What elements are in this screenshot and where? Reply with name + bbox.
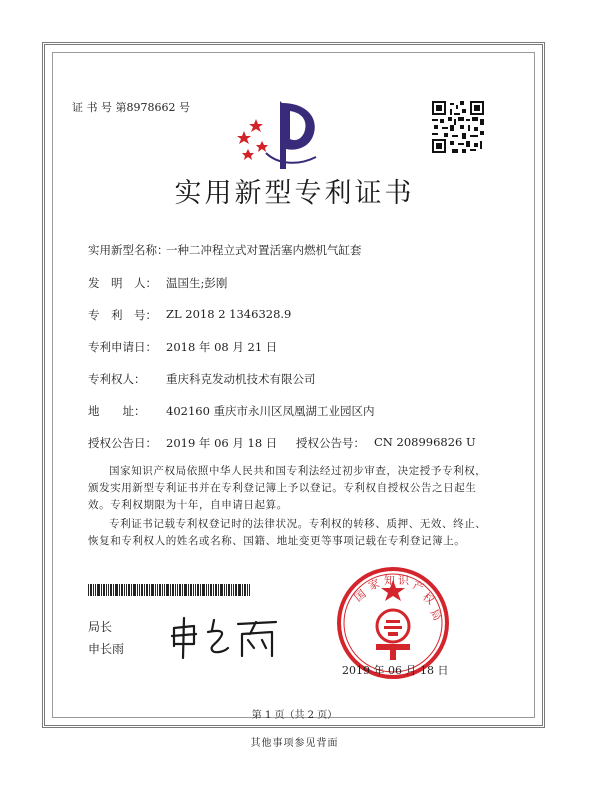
patent-office-logo-icon	[236, 93, 338, 173]
utility-name-label: 实用新型名称：	[88, 243, 169, 257]
svg-text:国: 国	[351, 587, 369, 605]
legal-status-paragraph: 专利证书记载专利权登记时的法律状况。专利权的转移、质押、无效、终止、恢复和专利权人的姓名或名称、国籍、地址变更等事项记载在专利登记簿上。	[88, 518, 487, 547]
utility-name-value: 一种二冲程立式对置活塞内燃机气缸套	[166, 243, 362, 257]
grant-statement-paragraph: 国家知识产权局依照中华人民共和国专利法经过初步审查，决定授予专利权，颁发实用新型专利证书并在专利登记簿上予以登记。专利权自授权公告之日起生效。专利权期限为十年，自申请日起算。	[88, 465, 487, 511]
page-info: 第 1 页（共 2 页）	[251, 710, 338, 721]
address-value: 402160 重庆市永川区凤凰湖工业园区内	[166, 404, 375, 418]
qr-code-icon	[432, 101, 484, 153]
grant-number-value: CN 208996826 U	[374, 435, 476, 449]
patent-number-label: 专 利 号：	[88, 308, 157, 322]
svg-text:权: 权	[420, 590, 437, 608]
director-signature	[168, 612, 280, 660]
svg-text:识: 识	[398, 574, 409, 587]
certificate-number-suffix: 号	[179, 101, 190, 114]
address-label: 地 址：	[88, 404, 146, 418]
certificate-number-value: 8978662	[126, 101, 176, 114]
inventor-value: 温国生;彭刚	[166, 276, 228, 290]
patentee-value: 重庆科克发动机技术有限公司	[166, 372, 316, 386]
grant-number-label: 授权公告号：	[296, 436, 365, 450]
application-date-value: 2018 年 08 月 21 日	[166, 340, 278, 354]
certificate-number-label: 证 书 号 第	[72, 101, 127, 114]
svg-text:知: 知	[384, 574, 395, 587]
director-title: 局长	[88, 620, 113, 634]
inventor-label: 发 明 人：	[88, 276, 157, 290]
patent-number-value: ZL 2018 2 1346328.9	[166, 307, 292, 321]
svg-text:局: 局	[427, 607, 445, 624]
director-name: 申长雨	[88, 642, 125, 656]
back-side-note: 其他事项参见背面	[250, 738, 339, 749]
patentee-label: 专利权人：	[88, 372, 146, 386]
seal-date: 2019 年 06 月 18 日	[342, 664, 449, 677]
barcode	[88, 584, 274, 596]
grant-date-label: 授权公告日：	[88, 436, 157, 450]
certificate-number	[72, 99, 190, 115]
svg-text:家: 家	[366, 576, 382, 593]
grant-date-value: 2019 年 06 月 18 日	[166, 436, 278, 450]
certificate-title: 实用新型专利证书	[174, 178, 415, 209]
application-date-label: 专利申请日：	[88, 340, 157, 354]
svg-text:产: 产	[410, 578, 426, 595]
